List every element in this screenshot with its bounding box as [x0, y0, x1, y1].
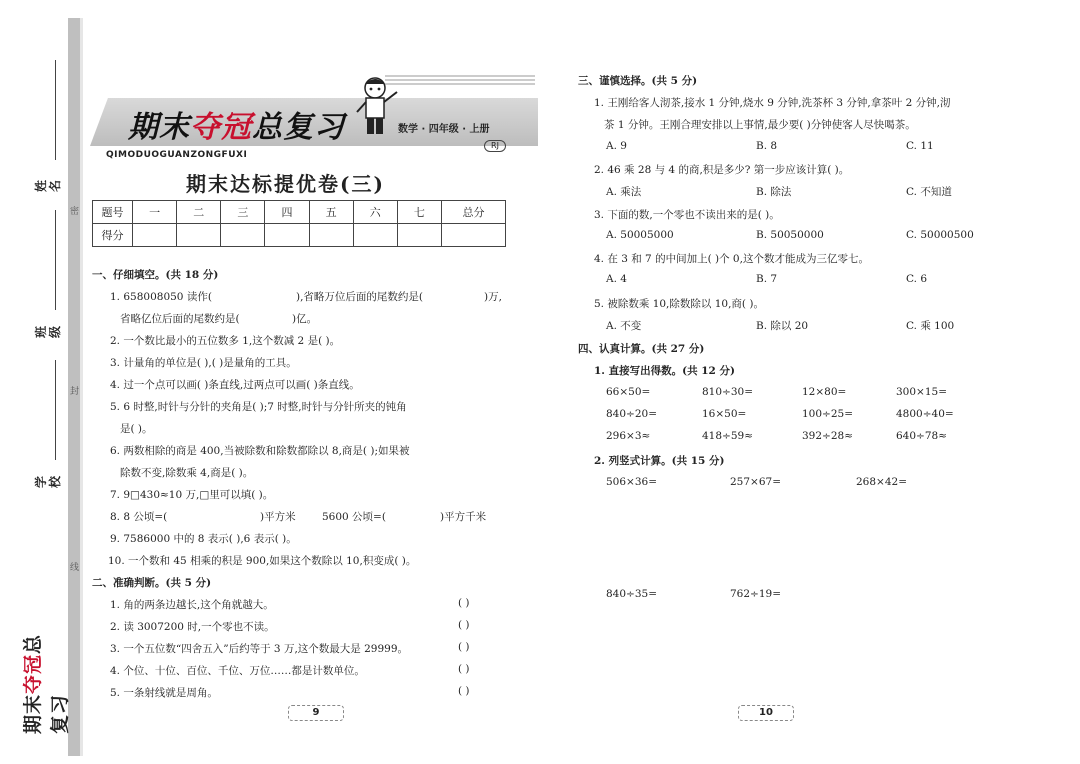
s1-q10: 10. 一个数和 45 相乘的积是 900,如果这个数除以 10,积变成( )。	[108, 555, 417, 567]
s2-item-1: 1. 角的两条边越长,这个角就越大。	[110, 599, 274, 611]
s2-answer-paren-1[interactable]: ( )	[458, 597, 470, 609]
s1-q4: 4. 过一个点可以画( )条直线,过两点可以画( )条直线。	[110, 379, 360, 391]
s1-q8-part-c: 5600 公顷=(	[322, 511, 386, 523]
s1-q2: 2. 一个数比最小的五位数多 1,这个数减 2 是( )。	[110, 335, 341, 347]
vertical-calc-item: 762÷19=	[730, 588, 781, 600]
s3-q4: 4. 在 3 和 7 的中间加上( )个 0,这个数才能成为三亿零七。	[594, 253, 869, 265]
s1-q6-line1: 6. 两数相除的商是 400,当被除数和除数都除以 8,商是( );如果被	[110, 445, 410, 457]
vertical-calc-item: 257×67=	[730, 476, 781, 488]
s3-q2-option-b[interactable]: B. 除法	[756, 186, 792, 198]
s3-q5-option-b[interactable]: B. 除以 20	[756, 320, 809, 332]
s1-q1-part-c: )万,	[484, 291, 502, 303]
side-brand-logo	[22, 600, 71, 734]
score-table-score-row	[93, 224, 506, 247]
score-input-cell[interactable]	[309, 224, 353, 247]
s3-q1-option-b[interactable]: B. 8	[756, 140, 778, 152]
page-number-right: 10	[738, 705, 794, 721]
edition-tag: RJ	[484, 140, 506, 152]
s2-answer-paren-2[interactable]: ( )	[458, 619, 470, 631]
s2-item-2: 2. 读 3007200 时,一个零也不读。	[110, 621, 275, 633]
score-input-cell[interactable]	[442, 224, 506, 247]
s3-q5-option-c[interactable]: C. 乘 100	[906, 320, 955, 332]
section-1-title: 一、仔细填空。(共 18 分)	[92, 269, 219, 281]
s3-q1-option-c[interactable]: C. 11	[906, 140, 934, 152]
s1-q7: 7. 9□430≈10 万,□里可以填( )。	[110, 489, 274, 501]
brand-red: 夺冠	[190, 110, 252, 145]
s3-q3-option-c[interactable]: C. 50000500	[906, 229, 974, 241]
brand-pinyin: QIMODUOGUANZONGFUXI	[106, 150, 248, 160]
brand-prefix: 期末	[128, 110, 190, 145]
score-table-header-row	[93, 201, 506, 224]
oral-calc-item: 12×80=	[802, 386, 847, 398]
s4-sub1-title: 1. 直接写出得数。(共 12 分)	[594, 365, 735, 377]
s4-sub2-title: 2. 列竖式计算。(共 15 分)	[594, 455, 725, 467]
score-cell: 五	[309, 201, 353, 224]
score-cell: 七	[397, 201, 441, 224]
s1-q1-part-d: 省略亿位后面的尾数约是(	[120, 313, 240, 325]
score-cell: 一	[133, 201, 177, 224]
side-brand-red: 夺冠	[22, 653, 44, 694]
section-4-title: 四、认真计算。(共 27 分)	[578, 343, 705, 355]
s2-answer-paren-5[interactable]: ( )	[458, 685, 470, 697]
exam-title: 期末达标提优卷(三)	[186, 172, 385, 196]
s1-q8-part-a: 8. 8 公顷=(	[110, 511, 168, 523]
score-input-cell[interactable]	[353, 224, 397, 247]
s2-item-3: 3. 一个五位数“四舍五入”后约等于 3 万,这个数最大是 29999。	[110, 643, 409, 655]
score-input-cell[interactable]	[397, 224, 441, 247]
s3-q2-option-c[interactable]: C. 不知道	[906, 186, 952, 198]
side-brand-suffix: 总复习	[22, 633, 71, 734]
score-cell: 二	[177, 201, 221, 224]
s1-q9: 9. 7586000 中的 8 表示( ),6 表示( )。	[110, 533, 297, 545]
s3-q4-option-b[interactable]: B. 7	[756, 273, 778, 285]
s3-q5: 5. 被除数乘 10,除数除以 10,商( )。	[594, 298, 764, 310]
s3-q3-option-a[interactable]: A. 50005000	[606, 229, 674, 241]
score-input-cell[interactable]	[177, 224, 221, 247]
brand-suffix: 总复习	[252, 110, 345, 145]
oral-calc-item: 418÷59≈	[702, 430, 753, 442]
score-cell: 总分	[442, 201, 506, 224]
s2-item-5: 5. 一条射线就是周角。	[110, 687, 218, 699]
s3-q5-option-a[interactable]: A. 不变	[606, 320, 642, 332]
s2-answer-paren-4[interactable]: ( )	[458, 663, 470, 675]
s3-q1-line1: 1. 王刚给客人沏茶,接水 1 分钟,烧水 9 分钟,洗茶杯 3 分钟,拿茶叶 2 分钟,沏	[594, 97, 951, 109]
s2-answer-paren-3[interactable]: ( )	[458, 641, 470, 653]
s1-q1-part-e: )亿。	[292, 313, 318, 325]
oral-calc-item: 810÷30=	[702, 386, 753, 398]
s1-q8-part-b: )平方米	[260, 511, 296, 523]
oral-calc-item: 840÷20=	[606, 408, 657, 420]
section-2-title: 二、准确判断。(共 5 分)	[92, 577, 212, 589]
side-brand-prefix: 期末	[22, 693, 44, 734]
score-cell: 六	[353, 201, 397, 224]
oral-calc-item: 66×50=	[606, 386, 651, 398]
class-label: 班级	[34, 326, 62, 339]
score-row-label: 得分	[93, 224, 133, 247]
oral-calc-item: 392÷28≈	[802, 430, 853, 442]
vertical-calc-item: 840÷35=	[606, 588, 657, 600]
name-label: 姓名	[34, 180, 62, 193]
vertical-calc-item: 268×42=	[856, 476, 907, 488]
seal-mark-mi: 密	[70, 207, 80, 217]
s1-q1-part-b: ),省略万位后面的尾数约是(	[296, 291, 424, 303]
score-cell: 四	[265, 201, 309, 224]
section-3-title: 三、谨慎选择。(共 5 分)	[578, 75, 698, 87]
score-table	[92, 200, 506, 247]
s3-q3-option-b[interactable]: B. 50050000	[756, 229, 824, 241]
oral-calc-item: 100÷25=	[802, 408, 853, 420]
s3-q4-option-a[interactable]: A. 4	[606, 273, 627, 285]
oral-calc-item: 16×50=	[702, 408, 747, 420]
grade-subtitle: 数学 · 四年级 · 上册	[398, 124, 490, 135]
name-line[interactable]	[55, 60, 56, 160]
oral-calc-item: 300×15=	[896, 386, 947, 398]
class-line[interactable]	[55, 210, 56, 310]
binding-strip-edge	[80, 18, 83, 756]
s1-q3: 3. 计量角的单位是( ),( )是量角的工具。	[110, 357, 297, 369]
s1-q6-line2: 除数不变,除数乘 4,商是( )。	[120, 467, 254, 479]
score-input-cell[interactable]	[221, 224, 265, 247]
school-label: 学校	[34, 476, 62, 489]
page-number-left: 9	[288, 705, 344, 721]
oral-calc-item: 4800÷40=	[896, 408, 954, 420]
oral-calc-item: 640÷78≈	[896, 430, 947, 442]
s1-q1-part-a: 1. 658008050 读作(	[110, 291, 212, 303]
oral-calc-item: 296×3≈	[606, 430, 651, 442]
s1-q5-line2: 是( )。	[120, 423, 153, 435]
seal-mark-feng: 封	[70, 387, 80, 397]
brand-title	[128, 102, 345, 146]
s3-q4-option-c[interactable]: C. 6	[906, 273, 928, 285]
vertical-calc-item: 506×36=	[606, 476, 657, 488]
s3-q1-option-a[interactable]: A. 9	[606, 140, 627, 152]
s1-q5-line1: 5. 6 时整,时针与分针的夹角是( );7 时整,时针与分针所夹的钝角	[110, 401, 407, 413]
s3-q2: 2. 46 乘 28 与 4 的商,积是多少? 第一步应该计算( )。	[594, 164, 850, 176]
score-input-cell[interactable]	[133, 224, 177, 247]
score-input-cell[interactable]	[265, 224, 309, 247]
boy-mascot-icon	[345, 74, 405, 140]
s1-q8-part-d: )平方千米	[440, 511, 487, 523]
decorative-lines	[385, 72, 535, 102]
s3-q3: 3. 下面的数,一个零也不读出来的是( )。	[594, 209, 780, 221]
seal-mark-xian: 线	[70, 563, 80, 573]
s3-q2-option-a[interactable]: A. 乘法	[606, 186, 642, 198]
school-line[interactable]	[55, 360, 56, 460]
score-cell: 三	[221, 201, 265, 224]
score-cell: 题号	[93, 201, 133, 224]
s2-item-4: 4. 个位、十位、百位、千位、万位……都是计数单位。	[110, 665, 365, 677]
s3-q1-line2: 茶 1 分钟。王刚合理安排以上事情,最少要( )分钟使客人尽快喝茶。	[604, 119, 916, 131]
